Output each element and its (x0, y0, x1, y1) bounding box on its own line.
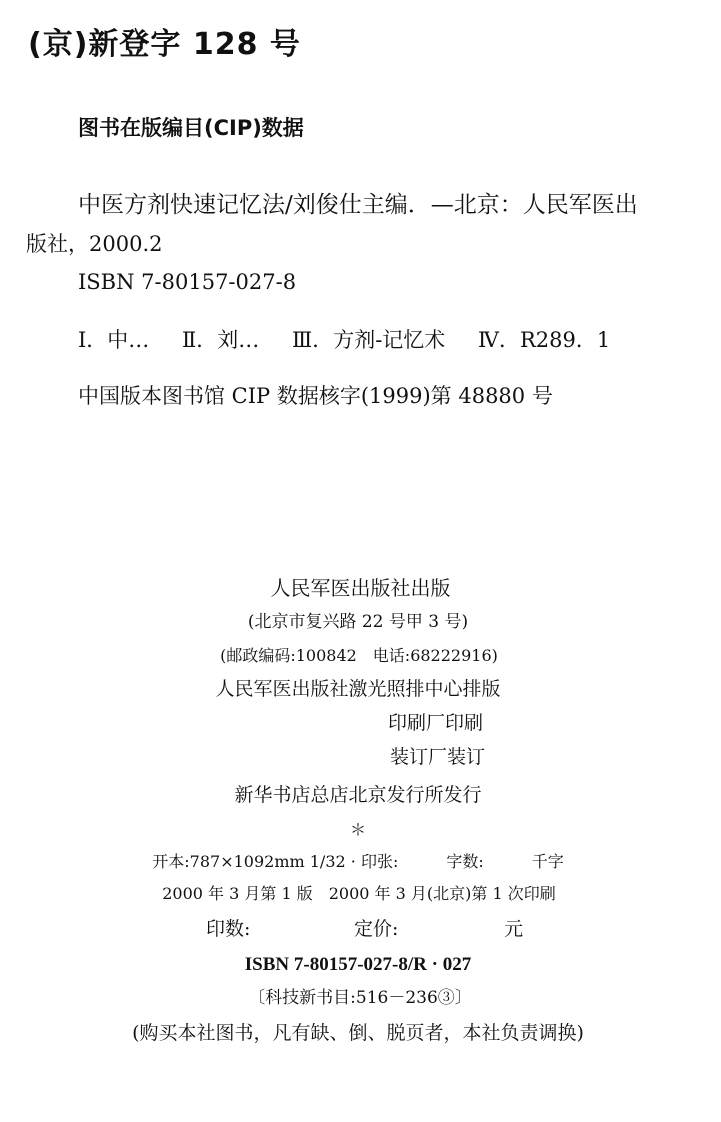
cip-isbn: ISBN 7-80157-027-8 (78, 270, 297, 294)
cip-title-entry-continued: 版社，2000.2 (26, 232, 163, 256)
catalog-number: 〔科技新书目:516－236③〕 (248, 988, 472, 1008)
publisher-line: 人民军医出版社出版 (270, 576, 451, 600)
edition-info: 2000 年 3 月第 1 版 2000 年 3 月(北京)第 1 次印刷 (162, 884, 556, 903)
cip-classification (78, 330, 636, 351)
classification-item: Ⅰ．中… (78, 328, 150, 352)
price-label: 定价: (354, 918, 399, 940)
cip-check-number: 中国版本图书馆 CIP 数据核字(1999)第 48880 号 (78, 384, 553, 408)
typesetting-line: 人民军医出版社激光照排中心排版 (215, 678, 501, 700)
classification-item: Ⅲ．方剂-记忆术 (291, 328, 446, 352)
registration-number: (京)新登字 128 号 (28, 27, 301, 62)
binding-line: 装订厂装订 (390, 746, 486, 768)
printing-line: 印刷厂印刷 (388, 712, 484, 734)
distribution-line: 新华书店总店北京发行所发行 (234, 784, 482, 806)
cip-heading: 图书在版编目(CIP)数据 (78, 116, 304, 140)
publisher-address: (北京市复兴路 22 号甲 3 号) (247, 612, 469, 632)
cip-title-entry: 中医方剂快速记忆法/刘俊仕主编．—北京：人民军医出 (78, 192, 638, 218)
print-count-price-row (206, 920, 523, 939)
full-isbn: ISBN 7-80157-027-8/R · 027 (244, 954, 472, 975)
publisher-contact: (邮政编码:100842 电话:68222916) (220, 646, 498, 665)
price-unit: 元 (504, 918, 524, 940)
separator-asterisk: ＊ (349, 820, 366, 839)
print-count-label: 印数: (206, 918, 251, 940)
classification-item: Ⅳ．R289．1 (478, 328, 611, 352)
classification-item: Ⅱ．刘… (181, 328, 260, 352)
return-notice: (购买本社图书，凡有缺、倒、脱页者，本社负责调换) (132, 1022, 584, 1044)
format-specs: 开本:787×1092mm 1/32 · 印张: 字数: 千字 (152, 852, 564, 871)
